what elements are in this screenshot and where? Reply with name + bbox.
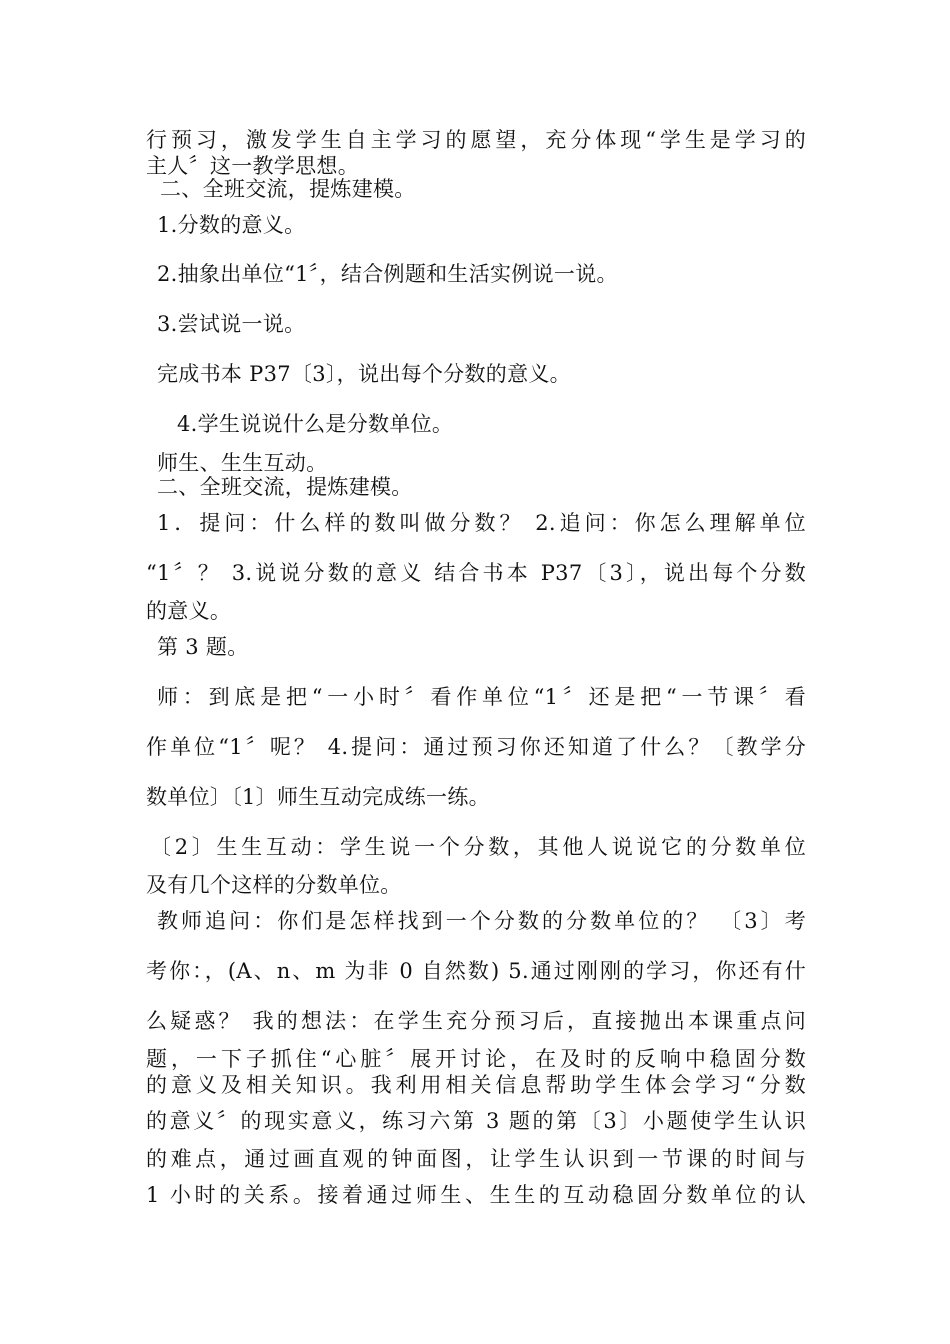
text-line: 题，一下子抓住“心脏〞展开讨论，在及时的反响中稳固分数 xyxy=(146,1047,806,1071)
text-line: 1 小时的关系。接着通过师生、生生的互动稳固分数单位的认 xyxy=(146,1183,806,1207)
text-line: 主人〞这一教学思想。 xyxy=(146,154,359,178)
text-line: 数单位〕〔1〕师生互动完成练一练。 xyxy=(146,785,490,809)
text-line: 的意义及相关知识。我利用相关信息帮助学生体会学习“分数 xyxy=(146,1073,806,1097)
text-line: “1〞？ 3.说说分数的意义 结合书本 P37〔3〕，说出每个分数 xyxy=(146,561,806,585)
text-line: 作单位“1〞呢？ 4.提问：通过预习你还知道了什么？〔教学分 xyxy=(146,735,806,759)
text-line: 么疑惑？ 我的想法：在学生充分预习后，直接抛出本课重点问 xyxy=(146,1009,806,1033)
text-line: 师生、生生互动。 xyxy=(157,451,328,475)
text-line: 教师追问：你们是怎样找到一个分数的分数单位的？ 〔3〕考 xyxy=(157,909,806,933)
text-line: 第 3 题。 xyxy=(157,635,249,659)
text-line: 师：到底是把“一小时〞看作单位“1〞还是把“一节课〞看 xyxy=(157,685,806,709)
text-line: 考你：，(A、n、m 为非 0 自然数) 5.通过刚刚的学习，你还有什 xyxy=(146,959,806,983)
text-line: 1．提问：什么样的数叫做分数？ 2.追问：你怎么理解单位 xyxy=(157,511,806,535)
text-line: 的难点，通过画直观的钟面图，让学生认识到一节课的时间与 xyxy=(146,1147,806,1171)
list-item: 2.抽象出单位“1〞，结合例题和生活实例说一说。 xyxy=(157,262,618,286)
text-line: 完成书本 P37〔3〕，说出每个分数的意义。 xyxy=(157,362,571,386)
list-item: 4.学生说说什么是分数单位。 xyxy=(177,412,454,436)
text-line: 行预习，激发学生自主学习的愿望，充分体现“学生是学习的 xyxy=(146,128,806,152)
section-heading: 二、全班交流，提炼建模。 xyxy=(157,475,413,499)
text-line: 〔2〕生生互动：学生说一个分数，其他人说说它的分数单位 xyxy=(150,835,806,859)
list-item: 1.分数的意义。 xyxy=(157,213,306,237)
text-line: 及有几个这样的分数单位。 xyxy=(146,873,402,897)
text-line: 的意义〞的现实意义，练习六第 3 题的第〔3〕小题使学生认识 xyxy=(146,1109,806,1133)
section-heading: 二、全班交流，提炼建模。 xyxy=(160,177,416,201)
list-item: 3.尝试说一说。 xyxy=(157,312,306,336)
text-line: 的意义。 xyxy=(146,599,232,623)
